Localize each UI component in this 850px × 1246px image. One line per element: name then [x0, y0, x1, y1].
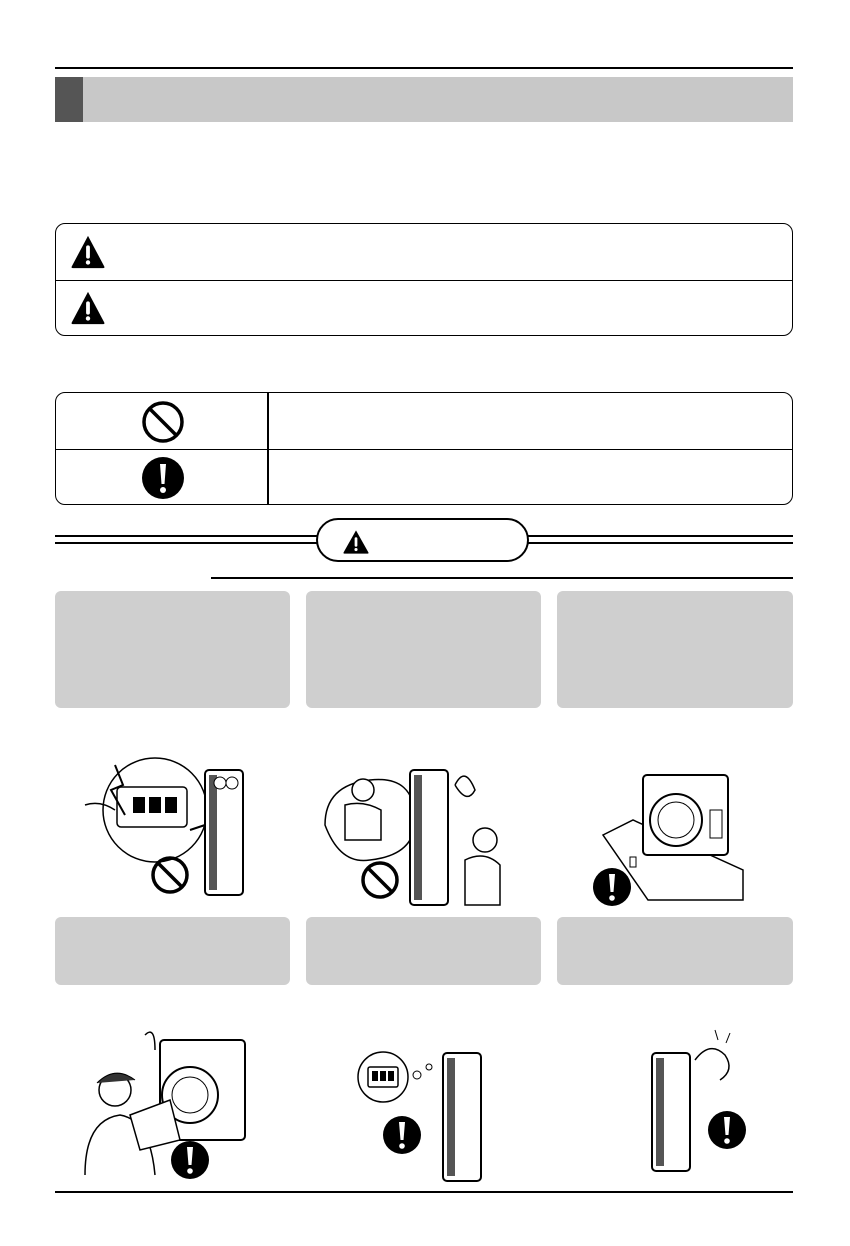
installer-manual-illustration: [75, 1025, 255, 1185]
outlet-damage-illustration: [75, 745, 275, 905]
instruction-card: [557, 591, 793, 708]
warning-legend-row: [56, 224, 792, 281]
subtitle-rule: [211, 577, 793, 579]
prohibited-icon: [140, 399, 186, 445]
caution-legend-row: [56, 280, 792, 336]
warning-triangle-icon: [69, 233, 107, 271]
mandatory-legend-row: [56, 449, 792, 505]
header-line-left-top: [55, 535, 317, 537]
instruction-card: [557, 917, 793, 985]
outlet-check-illustration: [355, 1045, 505, 1185]
warning-legend-box: [55, 223, 793, 336]
header-line-left-bottom: [55, 542, 317, 544]
intro-text: [55, 150, 793, 190]
header-line-right-top: [528, 535, 793, 537]
phone-call-illustration: [315, 745, 515, 910]
header-line-right-bottom: [528, 542, 793, 544]
title-bar-tab: [55, 77, 83, 122]
warning-triangle-icon: [69, 289, 107, 327]
instruction-card: [306, 591, 541, 708]
bottom-rule: [55, 1191, 793, 1193]
instruction-card: [306, 917, 541, 985]
section-title-bar: [55, 77, 793, 122]
warning-section-header: [316, 518, 529, 562]
outdoor-unit-illustration: [588, 765, 748, 910]
warning-triangle-icon: [342, 529, 370, 555]
prohibited-legend-row: [56, 393, 792, 450]
top-rule: [55, 67, 793, 69]
symbol-legend-box: [55, 392, 793, 505]
instruction-card: [55, 917, 290, 985]
unit-gesture-illustration: [640, 1025, 755, 1175]
instruction-card: [55, 591, 290, 708]
mandatory-icon: [140, 455, 186, 501]
